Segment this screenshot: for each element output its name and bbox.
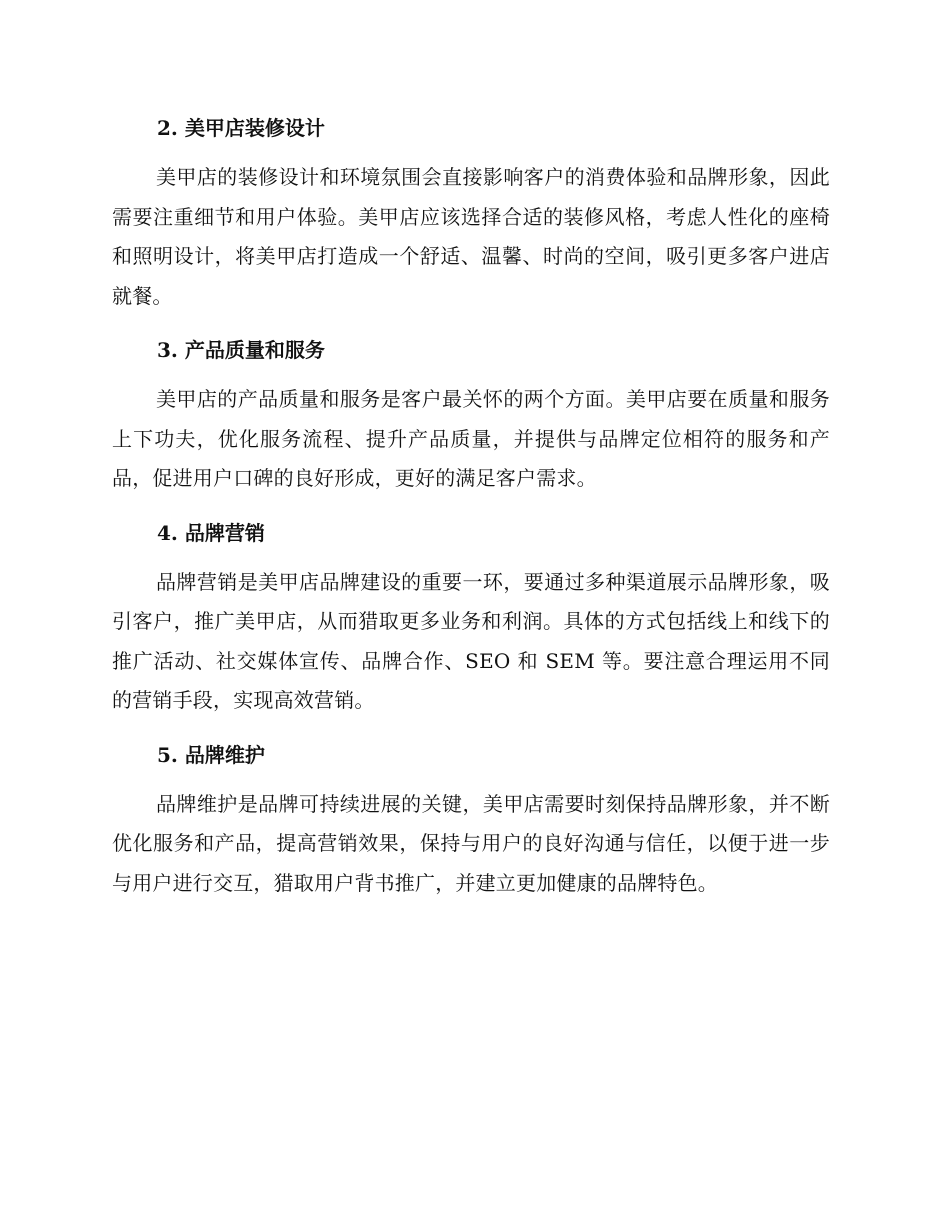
section-heading: 4. 品牌营销	[157, 520, 265, 545]
section-paragraph: 品牌营销是美甲店品牌建设的重要一环，要通过多种渠道展示品牌形象，吸引客户，推广美甲店，从而猎取更多业务和利润。具体的方式包括线上和线下的推广活动、社交媒体宣传、品牌合作、SEO 和 SEM 等。要注意合理运用不同的营销手段，实现高效营销。	[112, 569, 830, 712]
section-heading: 3. 产品质量和服务	[157, 338, 325, 362]
section-paragraph: 美甲店的装修设计和环境氛围会直接影响客户的消费体验和品牌形象，因此需要注重细节和用户体验。美甲店应该选择合适的装修风格，考虑人性化的座椅和照明设计，将美甲店打造成一个舒适、温馨、时尚的空间，吸引更多客户进店就餐。	[112, 165, 830, 308]
section-brand-marketing	[112, 513, 830, 721]
section-heading: 5. 品牌维护	[157, 742, 265, 767]
section-paragraph: 品牌维护是品牌可持续进展的关键，美甲店需要时刻保持品牌形象，并不断优化服务和产品，提高营销效果，保持与用户的良好沟通与信任，以便于进一步与用户进行交互，猎取用户背书推广，并建立更加健康的品牌特色。	[112, 791, 830, 895]
section-heading: 2. 美甲店装修设计	[157, 116, 325, 140]
section-brand-maintenance	[112, 735, 830, 904]
section-decoration-design	[112, 108, 830, 316]
section-product-quality	[112, 330, 830, 499]
section-paragraph: 美甲店的产品质量和服务是客户最关怀的两个方面。美甲店要在质量和服务上下功夫，优化服务流程、提升产品质量，并提供与品牌定位相符的服务和产品，促进用户口碑的良好形成，更好的满足客户需求。	[112, 387, 830, 490]
document-content	[112, 108, 830, 917]
